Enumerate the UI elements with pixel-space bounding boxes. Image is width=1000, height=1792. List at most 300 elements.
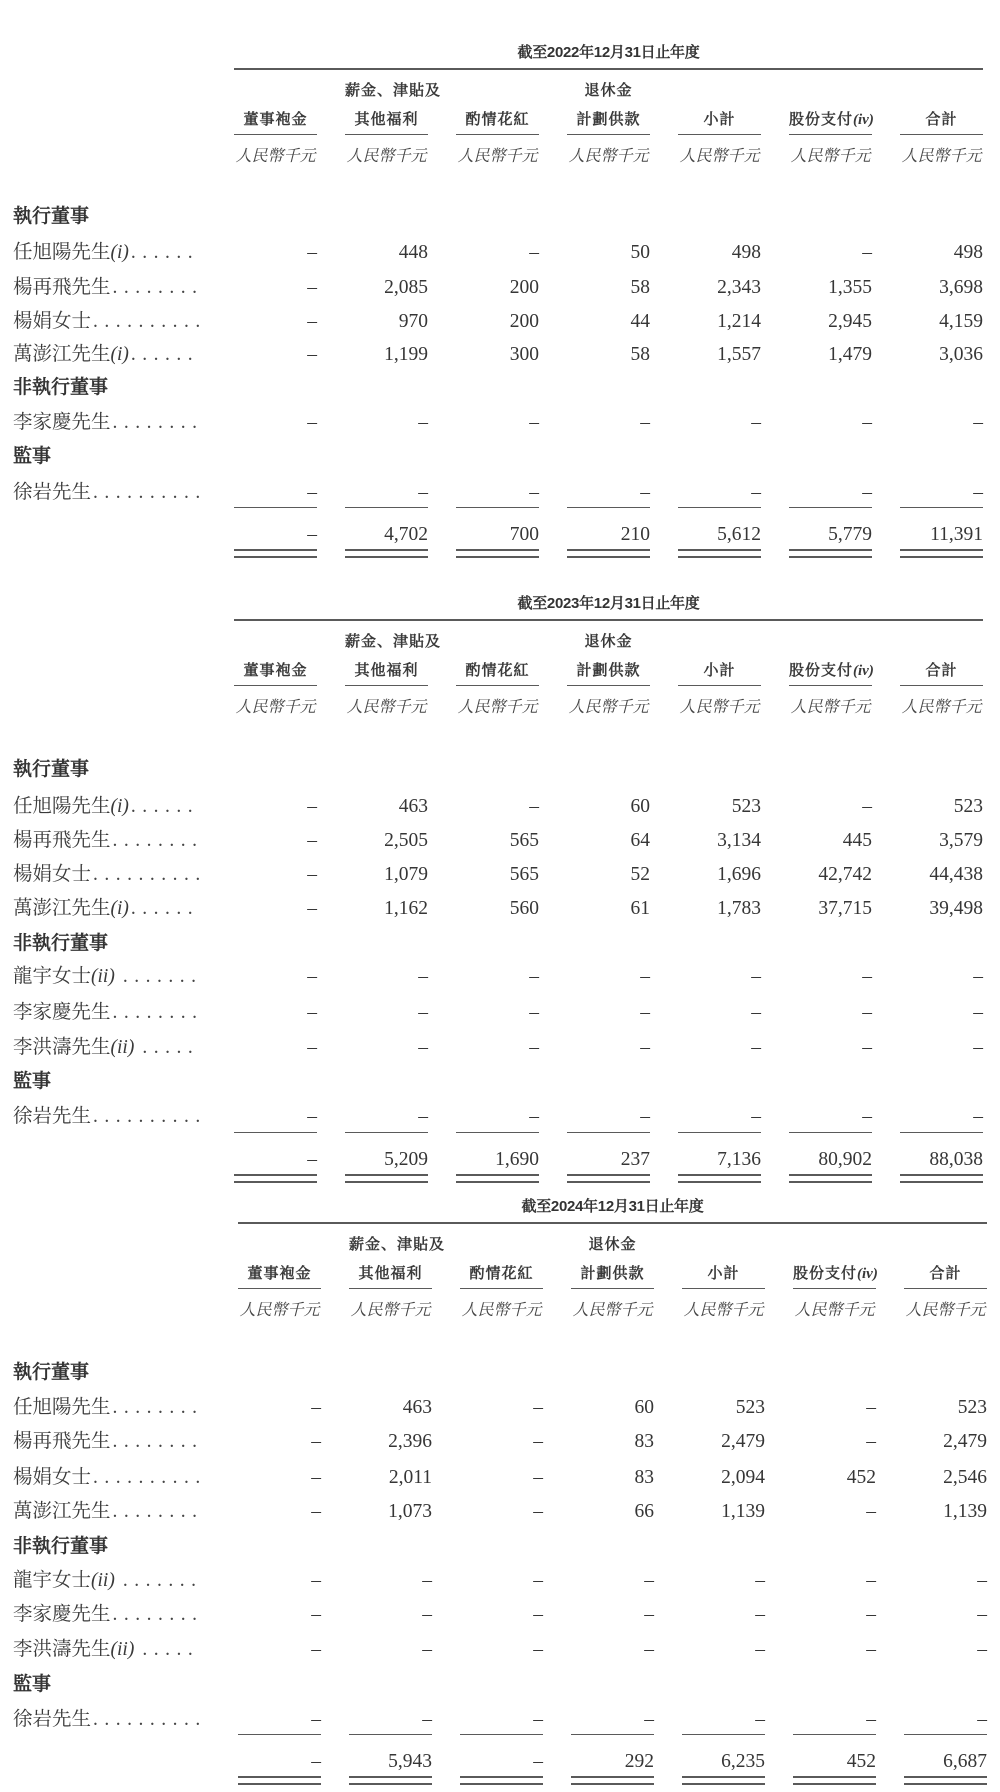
cell-subtotal: –	[751, 1106, 761, 1127]
col-header-total: 合計	[900, 661, 983, 686]
cell-pension-contributions: 60	[634, 1397, 654, 1418]
table-row	[0, 406, 1000, 440]
name-text: 李洪濤先生	[13, 1639, 111, 1660]
cell-salaries: –	[422, 1570, 432, 1591]
cell-discretionary-bonus: –	[529, 1106, 539, 1127]
cell-discretionary-bonus: –	[529, 796, 539, 817]
col-header-line1: 薪金、津貼及	[345, 633, 442, 650]
cell-share-based-payment: 1,355	[828, 277, 872, 298]
director-name	[13, 960, 200, 994]
cell-salaries: 1,162	[384, 898, 428, 919]
cell-salaries: 463	[402, 1397, 432, 1418]
leader-dots	[111, 1495, 200, 1529]
total-share-based-payment: 5,779	[789, 507, 872, 551]
total-total: 6,687	[904, 1734, 987, 1778]
cell-pension-contributions: –	[640, 966, 650, 987]
col-header-salaries: 其他福利	[345, 661, 428, 686]
period-title: 截至2024年12月31日止年度	[521, 1198, 704, 1215]
cell-share-based-payment: –	[866, 1604, 876, 1625]
cell-discretionary-bonus: –	[533, 1604, 543, 1625]
unit-label: 人民幣千元	[679, 699, 760, 716]
cell-share-based-payment: –	[862, 796, 872, 817]
cell-pension-contributions: –	[644, 1604, 654, 1625]
name-text: 萬澎江先生	[13, 898, 111, 919]
name-text: 楊再飛先生	[13, 277, 111, 298]
total-salaries: 4,702	[345, 507, 428, 551]
table-row	[0, 338, 1000, 372]
total-salaries: 5,209	[345, 1132, 428, 1176]
director-name	[13, 1564, 200, 1598]
leader-dots	[91, 1461, 200, 1495]
cell-directors-fee: –	[311, 1570, 321, 1591]
total-directors-fee: –	[234, 507, 317, 551]
cell-total: –	[973, 1037, 983, 1058]
unit-label: 人民幣千元	[457, 148, 538, 165]
header-rule	[234, 619, 983, 621]
section-2023	[0, 588, 1000, 1188]
table-row	[0, 1031, 1000, 1065]
cell-total: 39,498	[929, 898, 983, 919]
cell-salaries: –	[422, 1709, 432, 1730]
cell-directors-fee: –	[307, 796, 317, 817]
cell-total: –	[973, 966, 983, 987]
footnote-ref: (i)	[110, 242, 129, 263]
cell-directors-fee: –	[307, 864, 317, 885]
total-total: 88,038	[900, 1132, 983, 1176]
table-row	[0, 1495, 1000, 1529]
director-name	[13, 338, 200, 372]
total-share-based-payment: 80,902	[789, 1132, 872, 1176]
cell-pension-contributions: –	[644, 1570, 654, 1591]
name-text: 徐岩先生	[13, 482, 92, 503]
cell-share-based-payment: –	[862, 966, 872, 987]
cell-directors-fee: –	[307, 412, 317, 433]
cell-directors-fee: –	[311, 1501, 321, 1522]
section-2024	[0, 1191, 1000, 1791]
category-heading: 執行董事	[13, 759, 90, 780]
cell-share-based-payment: 452	[846, 1467, 876, 1488]
unit-label: 人民幣千元	[905, 1302, 986, 1319]
col-header-discretionary-bonus: 酌情花紅	[456, 110, 539, 135]
cell-salaries: 448	[398, 242, 428, 263]
cell-subtotal: –	[751, 1002, 761, 1023]
section-2022	[0, 37, 1000, 637]
col-header-label: 股份支付	[789, 111, 854, 128]
cell-discretionary-bonus: –	[533, 1709, 543, 1730]
cell-directors-fee: –	[311, 1604, 321, 1625]
col-header-total: 合計	[904, 1264, 987, 1289]
cell-share-based-payment: –	[866, 1570, 876, 1591]
cell-discretionary-bonus: –	[533, 1639, 543, 1660]
leader-dots	[115, 1564, 200, 1598]
cell-salaries: 2,396	[388, 1431, 432, 1452]
cell-directors-fee: –	[307, 1002, 317, 1023]
unit-label: 人民幣千元	[901, 699, 982, 716]
footnote-ref: (ii)	[110, 1639, 135, 1660]
director-name	[13, 858, 200, 892]
cell-subtotal: –	[755, 1570, 765, 1591]
cell-salaries: –	[418, 966, 428, 987]
total-pension-contributions: 237	[567, 1132, 650, 1176]
table-row	[0, 1703, 1000, 1737]
cell-subtotal: –	[751, 412, 761, 433]
cell-share-based-payment: –	[862, 242, 872, 263]
cell-pension-contributions: –	[640, 1106, 650, 1127]
director-name	[13, 1703, 200, 1737]
total-share-based-payment: 452	[793, 1734, 876, 1778]
cell-share-based-payment: –	[866, 1431, 876, 1452]
director-name	[13, 1598, 200, 1632]
name-text: 李洪濤先生	[13, 1037, 111, 1058]
table-row	[0, 1425, 1000, 1459]
cell-discretionary-bonus: –	[533, 1467, 543, 1488]
col-header-share-based-payment	[793, 1264, 876, 1289]
unit-label: 人民幣千元	[350, 1302, 431, 1319]
cell-salaries: –	[422, 1604, 432, 1625]
cell-salaries: 1,079	[384, 864, 428, 885]
unit-label: 人民幣千元	[790, 148, 871, 165]
cell-share-based-payment: –	[866, 1501, 876, 1522]
name-text: 任旭陽先生	[13, 1397, 111, 1418]
name-text: 李家慶先生	[13, 1002, 111, 1023]
cell-subtotal: 1,696	[717, 864, 761, 885]
director-name	[13, 476, 200, 510]
cell-total: 523	[953, 796, 983, 817]
unit-label: 人民幣千元	[457, 699, 538, 716]
cell-share-based-payment: –	[862, 1106, 872, 1127]
col-header-line1: 退休金	[584, 633, 633, 650]
cell-discretionary-bonus: 200	[509, 311, 539, 332]
table-row	[0, 1391, 1000, 1425]
name-text: 楊娟女士	[13, 311, 92, 332]
period-title: 截至2023年12月31日止年度	[517, 595, 700, 612]
leader-dots	[129, 236, 200, 270]
cell-share-based-payment: –	[862, 1037, 872, 1058]
leader-dots	[129, 338, 200, 372]
cell-subtotal: 523	[735, 1397, 765, 1418]
director-name	[13, 236, 200, 270]
col-header-share-based-payment	[789, 661, 872, 686]
cell-pension-contributions: 58	[630, 277, 650, 298]
cell-subtotal: 3,134	[717, 830, 761, 851]
footnote-ref: (i)	[110, 898, 129, 919]
director-name	[13, 1461, 200, 1495]
col-header-line1: 薪金、津貼及	[345, 82, 442, 99]
cell-discretionary-bonus: 200	[509, 277, 539, 298]
name-text: 任旭陽先生	[13, 796, 111, 817]
unit-label: 人民幣千元	[901, 148, 982, 165]
cell-directors-fee: –	[311, 1431, 321, 1452]
table-row	[0, 1633, 1000, 1667]
category-heading: 執行董事	[13, 206, 90, 227]
cell-total: –	[973, 1002, 983, 1023]
cell-pension-contributions: 58	[630, 344, 650, 365]
name-text: 龍宇女士	[13, 1570, 92, 1591]
footnote-ref: (ii)	[91, 966, 115, 987]
cell-total: 3,036	[939, 344, 983, 365]
cell-discretionary-bonus: –	[529, 1002, 539, 1023]
table-row	[0, 996, 1000, 1030]
footnote-ref: (i)	[110, 344, 129, 365]
cell-directors-fee: –	[307, 277, 317, 298]
total-salaries: 5,943	[349, 1734, 432, 1778]
unit-label: 人民幣千元	[235, 148, 316, 165]
category-heading: 監事	[13, 1674, 52, 1695]
cell-subtotal: –	[751, 482, 761, 503]
cell-directors-fee: –	[307, 830, 317, 851]
total-row	[0, 507, 1000, 567]
unit-label: 人民幣千元	[790, 699, 871, 716]
cell-share-based-payment: 2,945	[828, 311, 872, 332]
name-text: 徐岩先生	[13, 1106, 92, 1127]
cell-total: 2,546	[943, 1467, 987, 1488]
cell-salaries: 2,505	[384, 830, 428, 851]
col-header-discretionary-bonus: 酌情花紅	[456, 661, 539, 686]
col-header-directors-fee: 董事袍金	[234, 110, 317, 135]
leader-dots	[91, 1703, 200, 1737]
leader-dots	[91, 858, 200, 892]
director-name	[13, 1425, 200, 1459]
cell-share-based-payment: 1,479	[828, 344, 872, 365]
unit-label: 人民幣千元	[794, 1302, 875, 1319]
col-header-subtotal: 小計	[678, 110, 761, 135]
director-name	[13, 1031, 200, 1065]
director-name	[13, 305, 200, 339]
total-total: 11,391	[900, 507, 983, 551]
cell-subtotal: –	[751, 966, 761, 987]
total-subtotal: 7,136	[678, 1132, 761, 1176]
cell-directors-fee: –	[311, 1397, 321, 1418]
cell-pension-contributions: 44	[630, 311, 650, 332]
cell-subtotal: –	[755, 1709, 765, 1730]
leader-dots	[111, 1425, 200, 1459]
cell-discretionary-bonus: 565	[509, 864, 539, 885]
unit-label: 人民幣千元	[346, 699, 427, 716]
cell-discretionary-bonus: –	[533, 1431, 543, 1452]
table-row	[0, 858, 1000, 892]
cell-discretionary-bonus: 565	[509, 830, 539, 851]
col-header-subtotal: 小計	[678, 661, 761, 686]
cell-subtotal: –	[751, 1037, 761, 1058]
cell-subtotal: –	[755, 1604, 765, 1625]
director-name	[13, 1100, 200, 1134]
col-header-pension-contributions: 計劃供款	[567, 661, 650, 686]
total-discretionary-bonus: 700	[456, 507, 539, 551]
name-text: 李家慶先生	[13, 1604, 111, 1625]
name-text: 楊再飛先生	[13, 830, 111, 851]
leader-dots	[91, 305, 200, 339]
leader-dots	[111, 1391, 200, 1425]
cell-share-based-payment: –	[866, 1709, 876, 1730]
unit-label: 人民幣千元	[679, 148, 760, 165]
cell-share-based-payment: –	[866, 1639, 876, 1660]
cell-share-based-payment: –	[862, 1002, 872, 1023]
name-text: 萬澎江先生	[13, 1501, 111, 1522]
leader-dots	[111, 996, 200, 1030]
footnote-ref: (iv)	[853, 112, 874, 128]
total-directors-fee: –	[234, 1132, 317, 1176]
unit-label: 人民幣千元	[235, 699, 316, 716]
total-pension-contributions: 292	[571, 1734, 654, 1778]
cell-total: 1,139	[943, 1501, 987, 1522]
director-name	[13, 824, 200, 858]
cell-salaries: –	[418, 412, 428, 433]
cell-discretionary-bonus: –	[533, 1501, 543, 1522]
cell-pension-contributions: 83	[634, 1467, 654, 1488]
cell-total: 523	[957, 1397, 987, 1418]
cell-subtotal: 2,479	[721, 1431, 765, 1452]
cell-pension-contributions: –	[644, 1709, 654, 1730]
cell-discretionary-bonus: 560	[509, 898, 539, 919]
cell-subtotal: 2,094	[721, 1467, 765, 1488]
footnote-ref: (ii)	[91, 1570, 115, 1591]
col-header-salaries: 其他福利	[345, 110, 428, 135]
unit-label: 人民幣千元	[572, 1302, 653, 1319]
unit-label: 人民幣千元	[683, 1302, 764, 1319]
cell-total: 498	[953, 242, 983, 263]
cell-share-based-payment: 445	[842, 830, 872, 851]
col-header-line1: 薪金、津貼及	[349, 1236, 446, 1253]
name-text: 任旭陽先生	[13, 242, 111, 263]
table-row	[0, 271, 1000, 305]
cell-subtotal: 523	[731, 796, 761, 817]
footnote-ref: (i)	[110, 796, 129, 817]
cell-discretionary-bonus: –	[529, 966, 539, 987]
name-text: 李家慶先生	[13, 412, 111, 433]
footnote-ref: (ii)	[110, 1037, 135, 1058]
cell-share-based-payment: 42,742	[818, 864, 872, 885]
leader-dots	[134, 1633, 200, 1667]
col-header-label: 股份支付	[793, 1265, 858, 1282]
table-row	[0, 960, 1000, 994]
category-heading: 監事	[13, 446, 52, 467]
col-header-total: 合計	[900, 110, 983, 135]
cell-total: 3,579	[939, 830, 983, 851]
cell-total: –	[977, 1709, 987, 1730]
cell-directors-fee: –	[311, 1639, 321, 1660]
col-header-pension-contributions: 計劃供款	[567, 110, 650, 135]
name-text: 徐岩先生	[13, 1709, 92, 1730]
cell-salaries: 2,085	[384, 277, 428, 298]
table-row	[0, 305, 1000, 339]
col-header-label: 股份支付	[789, 662, 854, 679]
cell-pension-contributions: 50	[630, 242, 650, 263]
cell-pension-contributions: 66	[634, 1501, 654, 1522]
total-row	[0, 1132, 1000, 1192]
table-row	[0, 236, 1000, 270]
cell-salaries: –	[418, 1106, 428, 1127]
cell-total: –	[973, 482, 983, 503]
footnote-ref: (iv)	[853, 663, 874, 679]
cell-total: –	[977, 1570, 987, 1591]
col-header-pension-contributions: 計劃供款	[571, 1264, 654, 1289]
unit-label: 人民幣千元	[239, 1302, 320, 1319]
table-row	[0, 790, 1000, 824]
cell-total: –	[977, 1604, 987, 1625]
category-heading: 非執行董事	[13, 933, 109, 954]
cell-total: 2,479	[943, 1431, 987, 1452]
cell-subtotal: –	[755, 1639, 765, 1660]
cell-directors-fee: –	[307, 242, 317, 263]
footnote-ref: (iv)	[857, 1266, 878, 1282]
leader-dots	[111, 406, 200, 440]
director-name	[13, 790, 200, 824]
category-heading: 非執行董事	[13, 1536, 109, 1557]
cell-salaries: –	[418, 482, 428, 503]
cell-directors-fee: –	[307, 482, 317, 503]
total-row	[0, 1734, 1000, 1792]
name-text: 楊娟女士	[13, 864, 92, 885]
cell-discretionary-bonus: –	[529, 242, 539, 263]
total-subtotal: 6,235	[682, 1734, 765, 1778]
table-row	[0, 892, 1000, 926]
leader-dots	[91, 476, 200, 510]
cell-salaries: 2,011	[388, 1467, 432, 1488]
cell-subtotal: 1,139	[721, 1501, 765, 1522]
director-name	[13, 996, 200, 1030]
total-subtotal: 5,612	[678, 507, 761, 551]
cell-discretionary-bonus: –	[529, 1037, 539, 1058]
leader-dots	[111, 824, 200, 858]
cell-total: 4,159	[939, 311, 983, 332]
cell-directors-fee: –	[307, 344, 317, 365]
col-header-line1: 退休金	[588, 1236, 637, 1253]
col-header-line1: 退休金	[584, 82, 633, 99]
category-heading: 執行董事	[13, 1362, 90, 1383]
cell-share-based-payment: –	[862, 412, 872, 433]
cell-total: –	[973, 412, 983, 433]
col-header-salaries: 其他福利	[349, 1264, 432, 1289]
cell-salaries: –	[418, 1037, 428, 1058]
cell-pension-contributions: 61	[630, 898, 650, 919]
col-header-share-based-payment	[789, 110, 872, 135]
cell-subtotal: 1,557	[717, 344, 761, 365]
cell-discretionary-bonus: 300	[509, 344, 539, 365]
cell-directors-fee: –	[307, 311, 317, 332]
director-name	[13, 1391, 200, 1425]
cell-pension-contributions: –	[644, 1639, 654, 1660]
cell-salaries: 1,199	[384, 344, 428, 365]
table-row	[0, 476, 1000, 510]
name-text: 萬澎江先生	[13, 344, 111, 365]
cell-subtotal: 498	[731, 242, 761, 263]
unit-label: 人民幣千元	[461, 1302, 542, 1319]
period-title: 截至2022年12月31日止年度	[517, 44, 700, 61]
director-name	[13, 271, 200, 305]
director-name	[13, 406, 200, 440]
cell-directors-fee: –	[307, 966, 317, 987]
cell-pension-contributions: 83	[634, 1431, 654, 1452]
cell-salaries: –	[422, 1639, 432, 1660]
unit-label: 人民幣千元	[568, 148, 649, 165]
cell-discretionary-bonus: –	[533, 1570, 543, 1591]
cell-discretionary-bonus: –	[529, 482, 539, 503]
leader-dots	[111, 1598, 200, 1632]
leader-dots	[129, 892, 200, 926]
director-name	[13, 892, 200, 926]
total-discretionary-bonus: 1,690	[456, 1132, 539, 1176]
cell-share-based-payment: –	[866, 1397, 876, 1418]
cell-discretionary-bonus: –	[529, 412, 539, 433]
cell-pension-contributions: 64	[630, 830, 650, 851]
cell-pension-contributions: –	[640, 1037, 650, 1058]
cell-total: –	[973, 1106, 983, 1127]
table-row	[0, 1564, 1000, 1598]
leader-dots	[111, 271, 200, 305]
cell-subtotal: 2,343	[717, 277, 761, 298]
name-text: 楊娟女士	[13, 1467, 92, 1488]
cell-directors-fee: –	[307, 1037, 317, 1058]
